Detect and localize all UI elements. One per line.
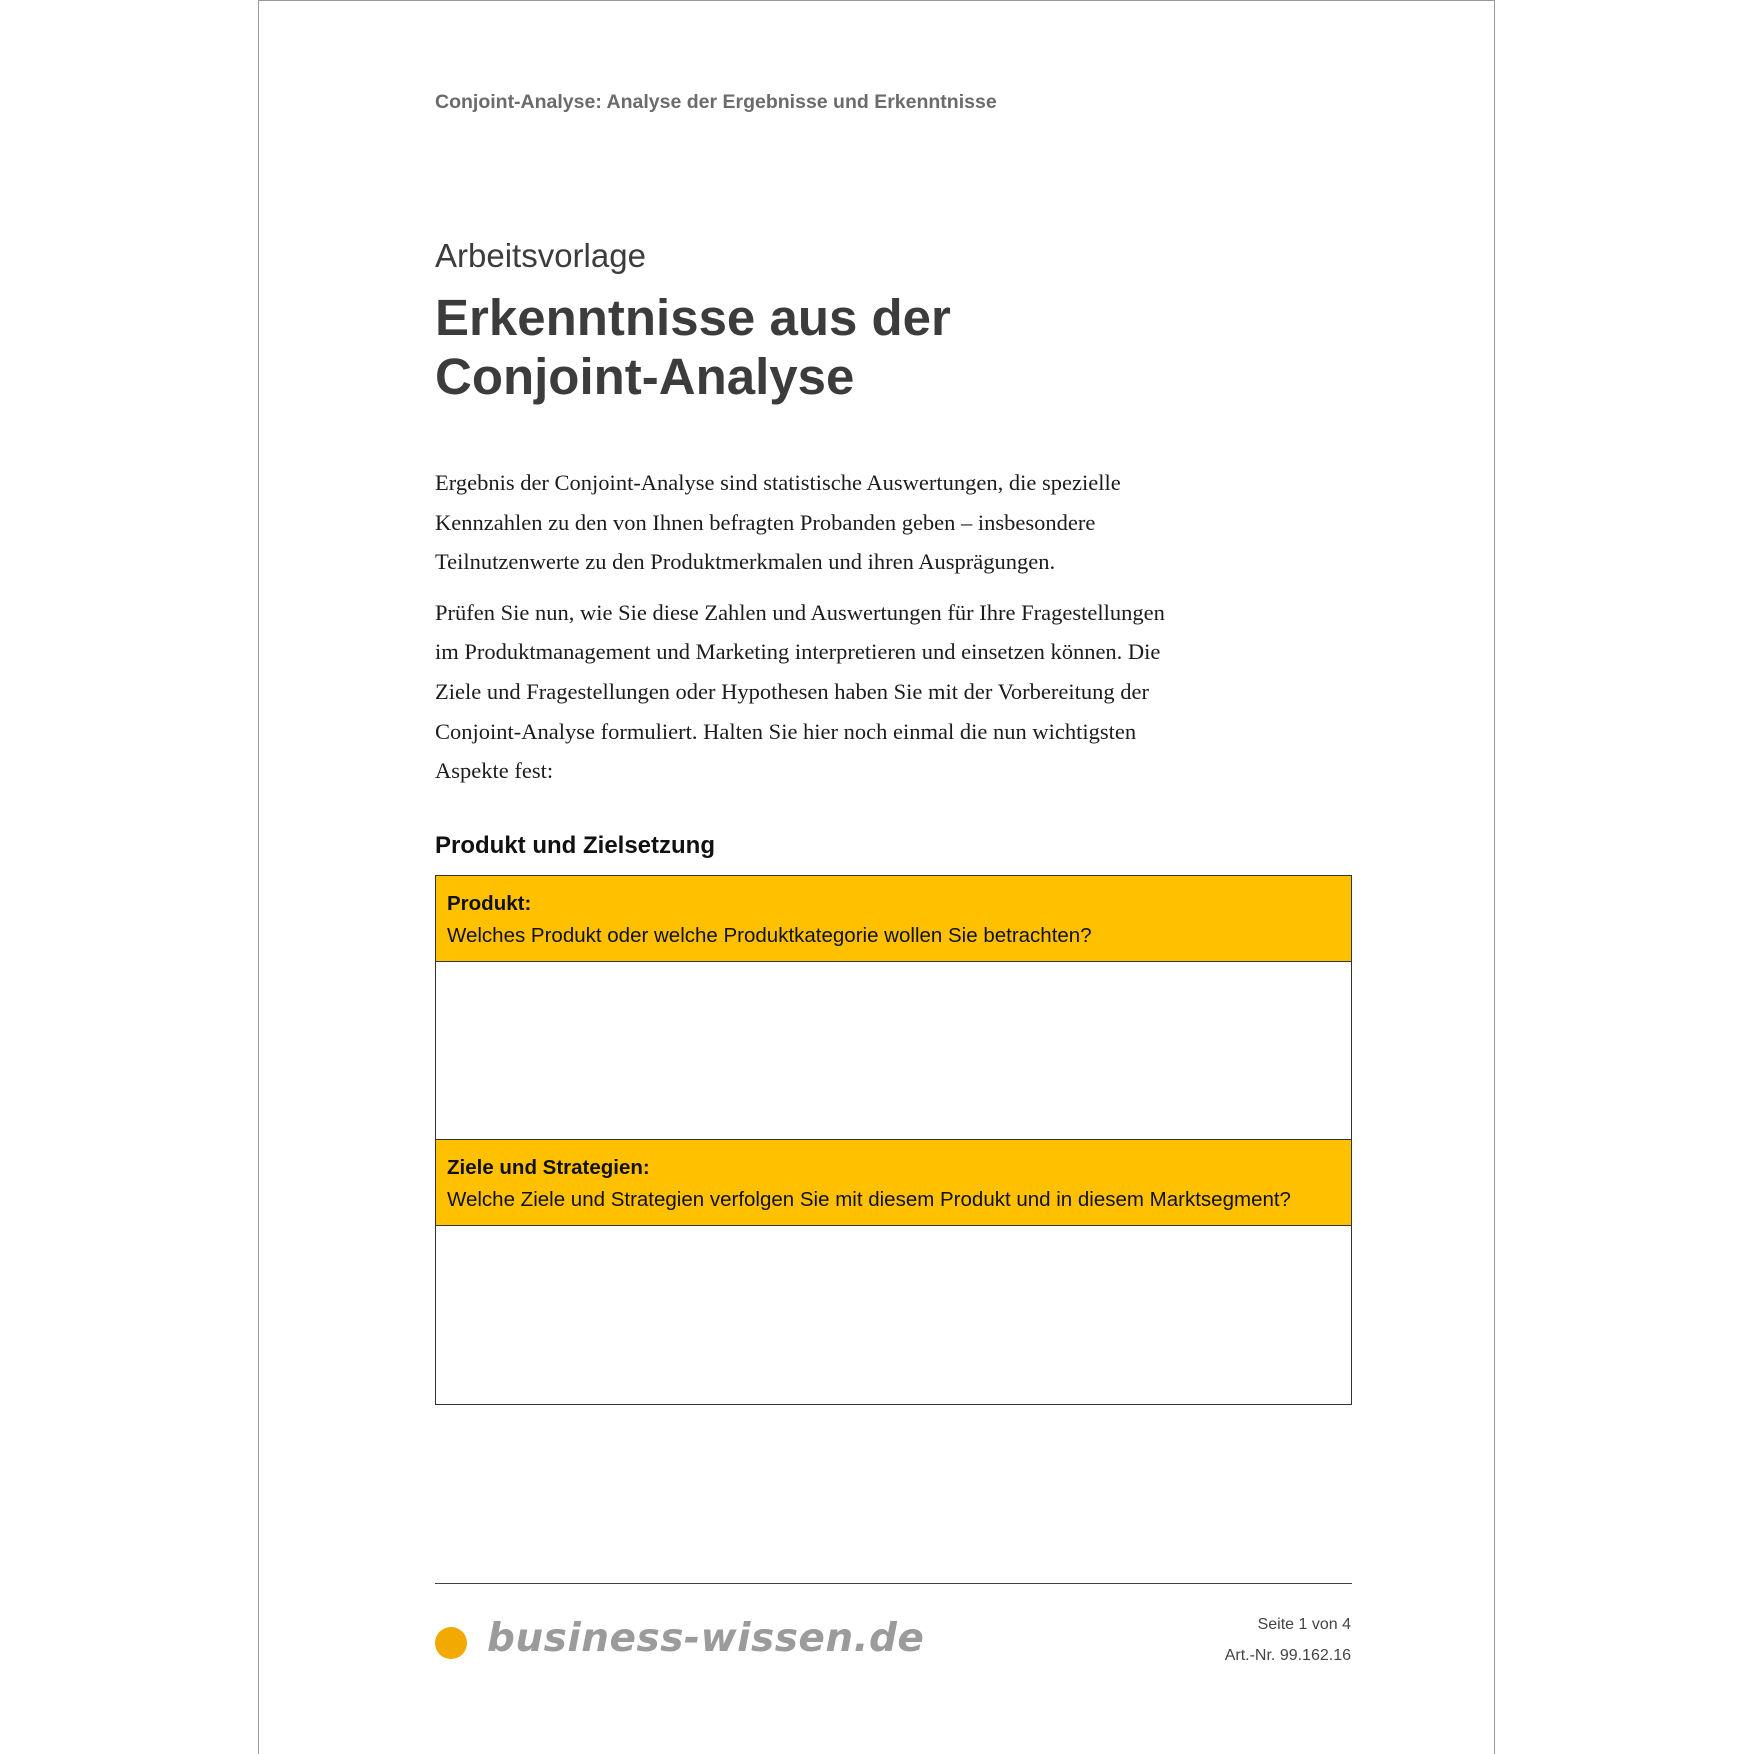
logo-dot-icon <box>435 1627 467 1659</box>
answer-field-produkt[interactable] <box>436 962 1351 1140</box>
worksheet-table <box>435 875 1352 1405</box>
running-header: Conjoint-Analyse: Analyse der Ergebnisse und Erkenntnisse <box>435 91 997 113</box>
page-info <box>1225 1609 1351 1671</box>
document-kicker: Arbeitsvorlage <box>435 237 646 274</box>
article-number: Art.-Nr. 99.162.16 <box>1224 1647 1351 1664</box>
logo-text: business-wissen.de <box>487 1616 925 1661</box>
document-page <box>258 0 1495 1754</box>
paragraph-1: Ergebnis der Conjoint-Analyse sind statistische Auswertungen, die spezielle Kennzahlen zu den von Ihnen befragten Probanden geben – insbesondere Teilnutzenwerte zu den Produktmerkmalen und ihren Ausprägungen. <box>435 470 1121 575</box>
question-label: Produkt: <box>447 892 532 915</box>
question-row-produkt <box>436 876 1351 962</box>
question-label: Ziele und Strategien: <box>447 1156 650 1179</box>
paragraph-2: Prüfen Sie nun, wie Sie diese Zahlen und Auswertungen für Ihre Fragestellungen im Produktmanagement und Marketing interpretieren und einsetzen können. Die Ziele und Fragestellungen oder Hypothesen haben Sie mit der Vorbereitung der Conjoint-Analyse formuliert. Halten Sie hier noch einmal die nun wichtigsten Aspekte fest: <box>435 599 1165 784</box>
title-line-1: Erkenntnisse aus der <box>435 289 951 346</box>
footer-divider <box>435 1583 1352 1584</box>
page-number: Seite 1 von 4 <box>1257 1616 1351 1633</box>
question-text: Welches Produkt oder welche Produktkategorie wollen Sie betrachten? <box>447 924 1092 947</box>
question-text: Welche Ziele und Strategien verfolgen Sie mit diesem Produkt und in diesem Marktsegment? <box>447 1188 1291 1211</box>
body-text <box>435 463 1165 802</box>
question-row-ziele <box>436 1140 1351 1226</box>
title-line-2: Conjoint-Analyse <box>435 348 855 405</box>
document-title <box>435 288 1235 406</box>
answer-field-ziele[interactable] <box>436 1226 1351 1404</box>
section-heading: Produkt und Zielsetzung <box>435 832 715 859</box>
